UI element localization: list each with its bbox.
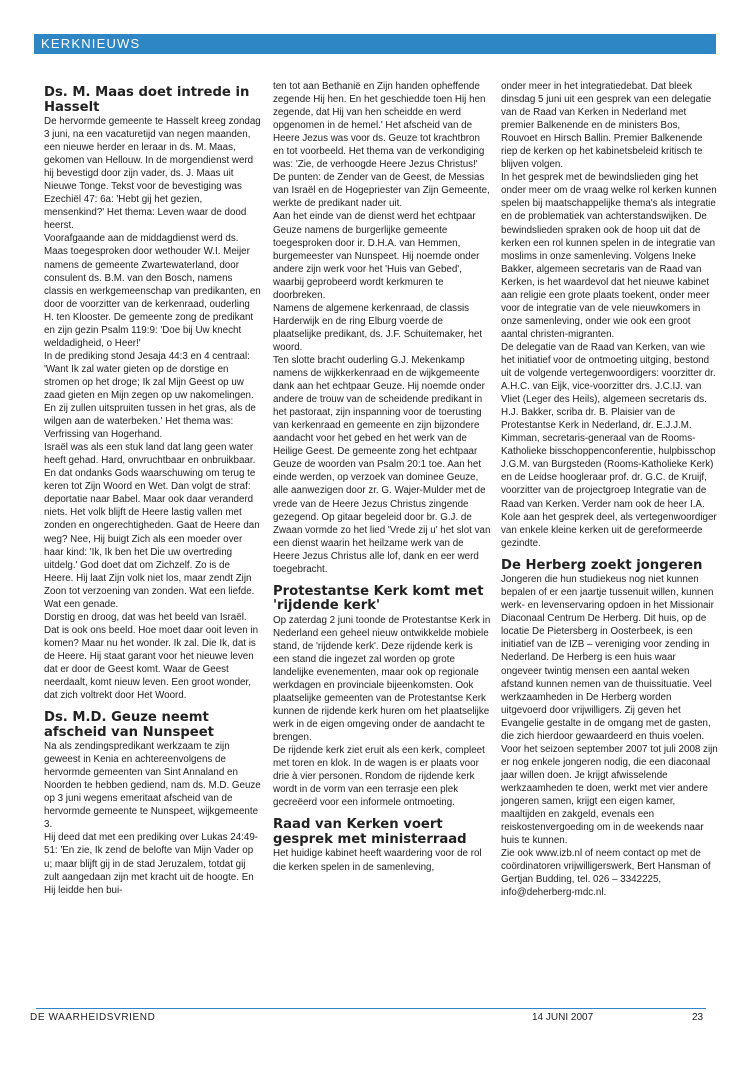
- paragraph: In het gesprek met de bewindslieden ging het onder meer om de vraag welke rol kerken kunnen spelen bij maatschappelijke thema's als integratie en de problematiek van achterstandswijken. De bewindslieden spraken ook de hoop uit dat de kerken een rol kunnen spelen in de integratie van moslims in onze samenleving. Volgens Ineke Bakker, algemeen secretaris van de Raad van Kerken, is het waardevol dat het nieuwe kabinet aan religie een grote plaats toekent, onder meer voor de integratie van de vele nieuwkomers in onze samenleving, onder wie ook een groot aantal christen-migranten.: [501, 172, 717, 340]
- paragraph: De delegatie van de Raad van Kerken, van wie het initiatief voor de ontmoeting uitging, bestond uit de volgende vertegenwoordigers: voorzitter dr. A.H.C. van Eijk, vice-voorzitter drs. J.C.IJ. van Vliet (Leger des Heils), algemeen secretaris ds. H.J. Bakker, scriba dr. B. Plaisier van de Protestantse Kerk in Nederland, dr. E.J.J.M. Kimman, secretaris-generaal van de Rooms-Katholieke bisschoppenconferentie, hulpbisschop J.G.M. van Burgsteden (Rooms-Katholieke Kerk) en de Leidse hoogleraar prof. dr. G.C. de Kruijf, voorzitter van de projectgroep Integratie van de Raad van Kerken. Verder nam ook de heer I.A. Kole aan het gesprek deel, als vertegenwoordiger van enkele kleine kerken uit de gereformeerde gezindte.: [501, 341, 717, 549]
- article-title: Protestantse Kerk komt met 'rijdende kerk': [273, 583, 484, 614]
- article-title: De Herberg zoekt jongeren: [501, 557, 703, 573]
- column-3: [501, 80, 719, 899]
- paragraph: Israël was als een stuk land dat lang geen water heeft gehad. Hard, onvruchtbaar en onbruikbaar. En dat ondanks Gods waarschuwing om terug te keren tot Zijn Woord en Wet. Dan volgt de straf: deportatie naar Babel. Maar ook daar veranderd niets. Het volk blijft de Heere lastig vallen met zonden en ongerechtigheden. Gaat de Heere dan weg? Nee, Hij buigt Zich als een moeder over haar kind: 'Ik, Ik ben het Die uw overtreding uitdelg.' God doet dat om Zichzelf. Zo is de Heere. Hij laat Zijn volk niet los, maar zendt Zijn Zoon tot verzoening van zonden. Wat een liefde. Wat een genade.: [44, 442, 260, 610]
- article-title: Ds. M.D. Geuze neemt afscheid van Nunspeet: [44, 710, 214, 740]
- article-title: Ds. M. Maas doet intrede in Hasselt: [44, 85, 250, 115]
- article-title: Raad van Kerken voert gesprek met ministerraad: [273, 817, 467, 847]
- paragraph: onder meer in het integratiedebat. Dat bleek dinsdag 5 juni uit een gesprek van een delegatie van de Raad van Kerken in Nederland met premier Balkenende en de ministers Bos, Rouvoet en Hirsch Ballin. Premier Balkenende riep de kerken op het kabinetsbeleid kritisch te blijven volgen.: [501, 81, 712, 171]
- paragraph: Aan het einde van de dienst werd het echtpaar Geuze namens de burgerlijke gemeente toegesproken door ir. D.H.A. van Hemmen, burgemeester van Nunspeet. Hij noemde onder andere zijn werk voor het 'Huis van Gebed', waarbij geprobeerd wordt kerkmuren te doorbreken.: [273, 211, 480, 301]
- paragraph: Jongeren die hun studiekeus nog niet kunnen bepalen of er een jaartje tussenuit willen, kunnen werk- en levenservaring opdoen in het Missionair Diaconaal Centrum De Herberg. Dit huis, op de locatie De Pietersberg in Oosterbeek, is een initiatief van de IZB – vereniging voor zending in Nederland. De Herberg is een huis waar ongeveer twintig mensen een aantal weken afstand kunnen nemen van de thuissituatie. Veel werkzaamheden in De Herberg worden uitgevoerd door vrijwilligers. Zij geven het Evangelie gestalte in de omgang met de gasten, die zich hierdoor gewaardeerd en thuis voelen. Voor het seizoen september 2007 tot juli 2008 zijn er nog enkele jongeren nodig, die een diaconaal jaar willen doen. Je krijgt afwisselende werkzaamheden te doen, werkt met vier andere jongeren samen, krijgt een eigen kamer, maaltijden en zakgeld, evenals een reiskostenvergoeding om in de weekends naar huis te kunnen.: [501, 574, 718, 847]
- paragraph: De rijdende kerk ziet eruit als een kerk, compleet met toren en klok. In de wagen is er plaats voor drie à vier personen. Rondom de rijdende kerk wordt in de vorm van een terrasje een plek gecreëerd voor een informele ontmoeting.: [273, 745, 485, 809]
- section-header: KERKNIEUWS: [34, 34, 716, 54]
- publication-name: DE WAARHEIDSVRIEND: [30, 1012, 156, 1023]
- column-1: [44, 80, 262, 897]
- publication-date: 14 JUNI 2007: [532, 1012, 594, 1023]
- paragraph: Na als zendingspredikant werkzaam te zijn geweest in Kenia en achtereenvolgens de hervormde gemeenten van Sint Annaland en Noorden te hebben gediend, nam ds. M.D. Geuze op 3 juni wegens emeritaat afscheid van de hervormde gemeente te Nunspeet, wijkgemeente 3.: [44, 741, 261, 831]
- paragraph: De hervormde gemeente te Hasselt kreeg zondag 3 juni, na een vacaturetijd van negen maanden, een nieuwe herder en leraar in ds. M. Maas, gekomen van Hellouw. In de morgendienst werd hij bevestigd door zijn vader, ds. J. Maas uit Nieuwe Tonge. Tekst voor de bevestiging was Ezechiël 47: 6a: 'Hebt gij het gezien, mensenkind?' Het thema: Leven waar de dood heerst.: [44, 116, 261, 232]
- paragraph: ten tot aan Bethanië en Zijn handen opheffende zegende Hij hen. En het geschiedde toen Hij hen zegende, dat Hij van hen scheidde en werd opgenomen in de hemel.' Het afscheid van de Heere Jezus was voor ds. Geuze tot krachtbron en tot voorbeeld. Het thema van de verkondiging was: 'Zie, de verhoogde Heere Jezus Christus!' De punten: de Zender van de Geest, de Messias van Israël en de Hogepriester van Zijn Gemeente, werkte de predikant nader uit.: [273, 81, 490, 210]
- paragraph: In de prediking stond Jesaja 44:3 en 4 centraal: 'Want Ik zal water gieten op de dorstige en stromen op het droge; Ik zal Mijn Geest op uw zaad gieten en Mijn zegen op uw nakomelingen. En zij zullen uitspruiten tussen in het gras, als de wilgen aan de waterbeken.' Het thema was: Verfrissing van Hogerhand.: [44, 350, 256, 441]
- paragraph: Zie ook www.izb.nl of neem contact op met de coördinatoren vrijwilligerswerk, Bert Hansman of Gertjan Budding, tel. 026 – 3342225, info@deherberg-mdc.nl.: [501, 848, 711, 899]
- paragraph: Het huidige kabinet heeft waardering voor de rol die kerken spelen in de samenleving,: [273, 848, 482, 873]
- page-number: 23: [692, 1012, 704, 1023]
- paragraph: Dorstig en droog, dat was het beeld van Israël. Dat is ook ons beeld. Hoe moet daar ooit leven in komen? Maar nu het wonder. Ik zal. Die Ik, dat is de Heere. Hij staat garant voor het nieuwe leven dat er door de Geest komt. Waar de Geest neerdaalt, komt nieuw leven. Een groot wonder, dat zich voltrekt door Het Woord.: [44, 611, 259, 702]
- paragraph: Voorafgaande aan de middagdienst werd ds. Maas toegesproken door wethouder W.I. Meijer namens de gemeente Zwartewaterland, door consulent ds. B.M. van den Bosch, namens classis en werkgemeenschap van predikanten, en door de voorzitter van de kerkenraad, ouderling H. ten Klooster. De gemeente zong de predikant en zijn gezin Psalm 119:9: 'Doe bij Uw knecht weldadigheid, o Heer!': [44, 233, 261, 349]
- paragraph: Hij deed dat met een prediking over Lukas 24:49-51: 'En zie, Ik zend de belofte van Mijn Vader op u; maar blijft gij in de stad Jeruzalem, totdat gij zult aangedaan zijn met kracht uit de hoogte. En Hij leidde hen bui-: [44, 832, 259, 896]
- footer-divider: [36, 1008, 706, 1009]
- paragraph: Namens de algemene kerkenraad, de classis Harderwijk en de ring Elburg voerde de plaatselijke predikant, ds. J.F. Schuitemaker, het woord.: [273, 302, 483, 353]
- column-2: [273, 80, 491, 874]
- paragraph: Ten slotte bracht ouderling G.J. Mekenkamp namens de wijkkerkenraad en de wijkgemeente dank aan het echtpaar Geuze. Hij noemde onder andere de trouw van de scheidende predikant in het pastoraat, zijn inspanning voor de toerusting van kerkenraad en gemeente en zijn bijzondere aandacht voor het gebed en het werk van de Heilige Geest. De gemeente zong het echtpaar Geuze de woorden van Psalm 20:1 toe. Aan het einde werden, op verzoek van dominee Geuze, alle aanwezigen door zr. G. Wajer-Mulder met de vrede van de Heere Jezus Christus zingende gezegend. Op gitaar begeleid door br. G.J. de Zwaan vormde zo het lied 'Vrede zij u' het slot van een dienst waarin het heilzame werk van de Heere Jezus Christus alle lof, dank en eer werd toegebracht.: [273, 354, 491, 575]
- paragraph: Op zaterdag 2 juni toonde de Protestantse Kerk in Nederland een geheel nieuw ontwikkelde mobiele stand, de 'rijdende kerk'. Deze rijdende kerk is een stand die ingezet zal worden op grote landelijke evenementen, maar ook op regionale werkdagen en provinciale bijeenkomsten. Ook plaatselijke gemeenten van de Protestantse Kerk kunnen de rijdende kerk huren om het plaatselijke werk in de eigen omgeving onder de aandacht te brengen.: [273, 614, 491, 744]
